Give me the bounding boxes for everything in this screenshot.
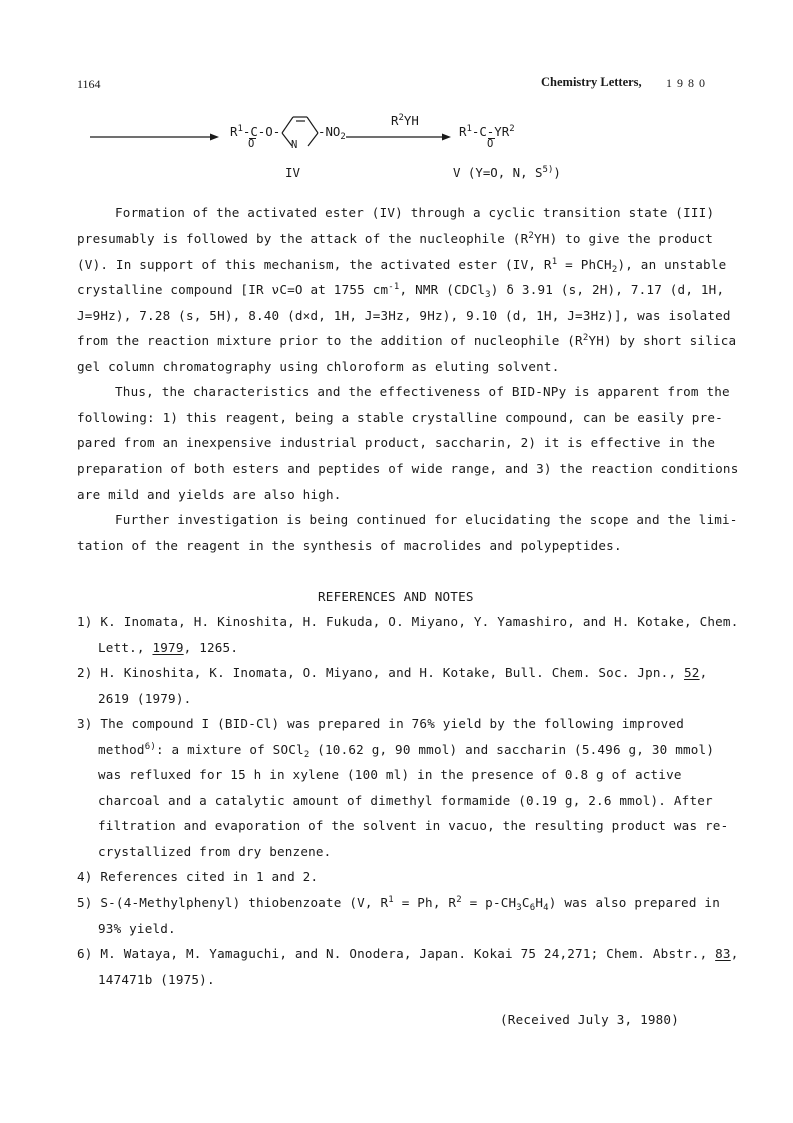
reagent-rest: YH (403, 113, 419, 128)
text-run: ), an unstable (617, 257, 727, 272)
reference-2-line-1 (77, 665, 707, 680)
superscript: 1 (388, 895, 394, 905)
paragraph-1-line-4 (77, 282, 725, 300)
reference-3-line-6: crystallized from dry benzene. (98, 844, 332, 859)
nitro-text: -NO (318, 124, 341, 139)
text-run: , NMR (CDCl (399, 282, 486, 297)
ester-link: -C-O- (242, 124, 281, 139)
scheme-graphics (0, 0, 793, 200)
text-run: , (699, 665, 708, 680)
reference-6-line-1 (77, 946, 739, 961)
paragraph-1-line-2 (77, 231, 713, 246)
text-run: H (535, 895, 544, 910)
text-run: 2) H. Kinoshita, K. Inomata, O. Miyano, and H. Kotake, Bull. Chem. Soc. Jpn., (77, 665, 685, 680)
received-date: (Received July 3, 1980) (500, 1012, 679, 1027)
paragraph-2-line-4: preparation of both esters and peptides of wide range, and 3) the reaction conditions (77, 461, 739, 476)
subscript: 6 (529, 903, 536, 913)
reagent-label (391, 113, 419, 128)
label-v-end: ) (553, 165, 561, 180)
reactant-formula (230, 124, 280, 139)
superscript: 2 (582, 333, 589, 343)
paragraph-2-line-3: pared from an inexpensive industrial product, saccharin, 2) it is effective in the (77, 435, 716, 450)
compound-label-v (453, 165, 561, 180)
paragraph-2-line-1: Thus, the characteristics and the effectiveness of BID-NPy is apparent from the (115, 384, 730, 399)
ring-nitrogen: N (291, 139, 298, 151)
paragraph-1-line-5: J=9Hz), 7.28 (s, 5H), 8.40 (d×d, 1H, J=3Hz, 9Hz), 9.10 (d, 1H, J=3Hz)], was isolated (77, 308, 731, 323)
text-run: method (98, 742, 145, 757)
text-run: YH) to give the product (534, 231, 713, 246)
paragraph-3-line-1: Further investigation is being continued for elucidating the scope and the limi- (115, 512, 738, 527)
reference-3-line-4: charcoal and a catalytic amount of dimethyl formamide (0.19 g, 2.6 mmol). After (98, 793, 713, 808)
paragraph-3-line-2: tation of the reagent in the synthesis of macrolides and polypeptides. (77, 538, 622, 553)
product-r1-superscript: 1 (466, 124, 472, 134)
r1-symbol: R (230, 124, 238, 139)
nitro-subscript: 2 (340, 132, 346, 142)
text-run: (V). In support of this mechanism, the activated ester (IV, R (77, 257, 552, 272)
text-run: Lett., (98, 640, 153, 655)
subscript: 4 (543, 903, 549, 913)
underlined-volume: 52 (684, 665, 700, 680)
reference-4-line-1: 4) References cited in 1 and 2. (77, 869, 319, 884)
underlined-year: 1979 (152, 640, 184, 655)
reference-1-line-1: 1) K. Inomata, H. Kinoshita, H. Fukuda, O. Miyano, Y. Yamashiro, and H. Kotake, Chem. (77, 614, 739, 629)
product-r2-superscript: 2 (509, 124, 515, 134)
reference-1-line-2 (98, 640, 238, 655)
text-run: presumably is followed by the attack of the nucleophile (R (77, 231, 529, 246)
text-run: = p-CH (461, 895, 517, 910)
reference-5-line-1 (77, 895, 720, 913)
paragraph-2-line-2: following: 1) this reagent, being a stable crystalline compound, can be easily pre- (77, 410, 723, 425)
text-run: from the reaction mixture prior to the addition of nucleophile (R (77, 333, 583, 348)
label-v-superscript: 5) (542, 165, 554, 175)
superscript: 6) (144, 742, 156, 752)
r1-superscript: 1 (237, 124, 243, 134)
text-run: = PhCH (557, 257, 612, 272)
superscript: -1 (388, 282, 400, 292)
nitro-group (318, 124, 346, 142)
reagent-r: R (391, 113, 399, 128)
references-heading: REFERENCES AND NOTES (318, 589, 474, 604)
superscript: 2 (456, 895, 462, 905)
journal-year: 1 9 8 0 (666, 76, 706, 90)
text-run: : a mixture of SOCl (155, 742, 304, 757)
product-mid: -C-YR (471, 124, 510, 139)
compound-label-iv: IV (285, 165, 300, 180)
reference-3-line-2 (98, 742, 715, 760)
subscript: 2 (303, 750, 310, 760)
text-run: 6) M. Wataya, M. Yamaguchi, and N. Onodera, Japan. Kokai 75 24,271; Chem. Abstr., (77, 946, 716, 961)
text-run: C (521, 895, 530, 910)
text-run: , (730, 946, 739, 961)
underlined-volume: 83 (715, 946, 731, 961)
page-number: 1164 (77, 77, 101, 91)
reagent-superscript: 2 (398, 113, 404, 123)
product-formula (459, 124, 515, 139)
subscript: 3 (485, 290, 491, 300)
subscript: 2 (611, 265, 618, 275)
product-carbonyl-oxygen: O (487, 138, 494, 150)
paragraph-1-line-3 (77, 257, 727, 275)
journal-name: Chemistry Letters, (541, 75, 642, 89)
superscript: 1 (551, 257, 558, 267)
carbonyl-double-bond (249, 138, 256, 139)
reference-2-line-2: 2619 (1979). (98, 691, 192, 706)
subscript: 3 (516, 903, 522, 913)
carbonyl-oxygen: O (248, 138, 255, 150)
paragraph-1-line-7: gel column chromatography using chloroform as eluting solvent. (77, 359, 560, 374)
text-run: 5) S-(4-Methylphenyl) thiobenzoate (V, R (77, 895, 389, 910)
label-v-text: V (Y=O, N, S (453, 165, 543, 180)
reference-6-line-2: 147471b (1975). (98, 972, 215, 987)
text-run: , 1265. (183, 640, 239, 655)
reference-3-line-3: was refluxed for 15 h in xylene (100 ml) in the presence of 0.8 g of active (98, 767, 682, 782)
reference-5-line-2: 93% yield. (98, 921, 176, 936)
pyridine-ring (282, 117, 318, 146)
text-run: = Ph, R (393, 895, 457, 910)
paragraph-2-line-5: are mild and yields are also high. (77, 487, 342, 502)
text-run: crystalline compound [IR νC=O at 1755 cm (77, 282, 389, 297)
text-run: YH) by short silica (588, 333, 737, 348)
superscript: 2 (528, 231, 534, 241)
text-run: (10.62 g, 90 mmol) and saccharin (5.496 g, 30 mmol) (309, 742, 715, 757)
reference-3-line-5: filtration and evaporation of the solvent in vacuo, the resulting product was re- (98, 818, 729, 833)
text-run: ) δ 3.91 (s, 2H), 7.17 (d, 1H, (490, 282, 725, 297)
text-run: ) was also prepared in (548, 895, 720, 910)
reference-3-line-1: 3) The compound I (BID-Cl) was prepared in 76% yield by the following improved (77, 716, 685, 731)
incoming-arrow-head (210, 134, 219, 141)
product-r1: R (459, 124, 467, 139)
paragraph-1-line-6 (77, 333, 736, 348)
reaction-arrow-head (442, 134, 451, 141)
product-carbonyl-double-bond (488, 138, 495, 139)
paragraph-1-line-1: Formation of the activated ester (IV) through a cyclic transition state (III) (115, 205, 715, 220)
